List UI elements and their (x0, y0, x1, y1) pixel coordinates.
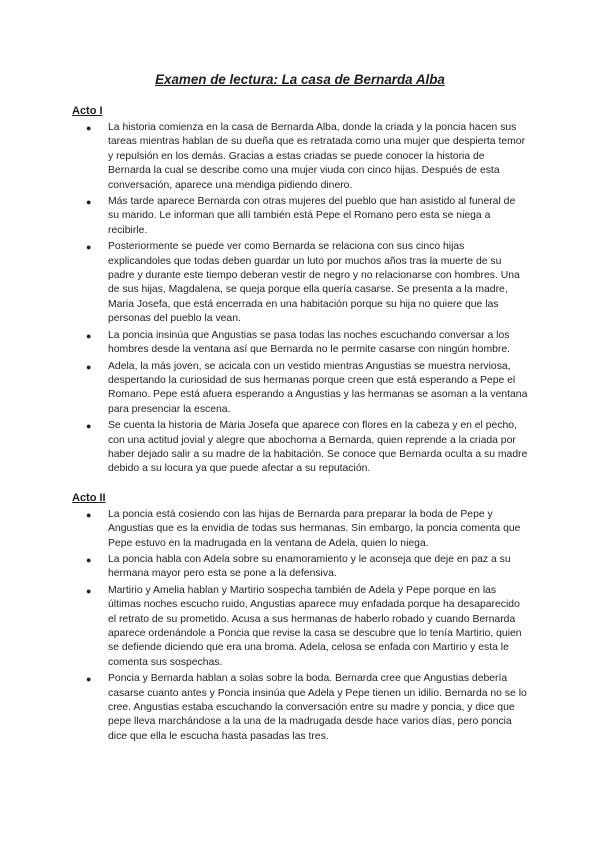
list-item-text: La poncia está cosiendo con las hijas de Bernarda para preparar la boda de Pepe y Angustias que es la envidia de todas sus hermanas. Sin embargo, la poncia comenta que Pepe estuvo en la madrugada en la ventana de Adela, quien lo niega. (108, 508, 521, 549)
document-title: Examen de lectura: La casa de Bernarda Alba (155, 72, 445, 87)
list-item (72, 584, 528, 670)
list-item-text: La poncia insinúa que Angustias se pasa todas las noches escuchando conversar a los hombres desde la ventana así que Bernarda no le permite casarse con ningún hombre. (108, 329, 511, 356)
list-item-text: La historia comienza en la casa de Bernarda Alba, donde la criada y la poncia hacen sus tareas mientras hablan de su dueña que es retratada como una mujer que despierta temor y repulsión en los demás. Gracias a estas criadas se puede conocer la historia de Bernarda la cual se describe como una mujer viuda con cinco hijas. Después de esta conversación, aparece una mendiga pidiendo dinero. (108, 122, 526, 191)
act-1-list (72, 121, 528, 477)
bullet-icon: ● (86, 421, 92, 432)
bullet-icon: ● (86, 554, 92, 565)
list-item-text: Adela, la más joven, se acicala con un vestido mientras Angustias se muestra nerviosa, despertando la curiosidad de sus hermanas porque creen que está esperando a Pepe el Romano. Pepe está afuera esperando a Angustias y las hermanas se asoman a la ventana para presenciar la escena. (108, 360, 528, 415)
list-item (72, 240, 528, 326)
list-item (72, 329, 528, 358)
bullet-icon: ● (86, 585, 92, 596)
act-2-section (72, 491, 528, 745)
list-item-text: Más tarde aparece Bernarda con otras mujeres del pueblo que han asistido al funeral de su marido. Le informan que allí también está Pepe el Romano pero esta se niega a recibirle. (108, 196, 516, 236)
list-item-text: Poncia y Bernarda hablan a solas sobre la boda. Bernarda cree que Angustias debería casarse cuanto antes y Poncia insinúa que Adela y Pepe tienen un idilio. Bernarda no se lo cree. Angustias estaba escuchando la conversación entre su madre y poncia, y dice que pepe lleva marchándose a la una de la madrugada desde hace varios días, pero poncia dice que ella le escucha hasta pasadas las tres. (108, 673, 527, 742)
bullet-icon: ● (86, 674, 92, 685)
list-item-text: Posteriormente se puede ver como Bernarda se relaciona con sus cinco hijas explicandoles que todas deben guardar un luto por muchos años tras la muerte de su padre y durante este tiempo deberan vestir de negro y no relacionarse con hombres. Una de sus hijas, Magdalena, se queja porque ella quería casarse. Se presenta a la madre, Maria Josefa, que está encerrada en una habitación porque su hija no quiere que las personas del pueblo la vean. (108, 241, 520, 325)
act-2-list (72, 508, 528, 745)
list-item-text: La poncia habla con Adela sobre su enamoramiento y le aconseja que deje en paz a su hermana mayor pero esta se pone a la defensiva. (108, 553, 511, 580)
bullet-icon: ● (86, 509, 92, 520)
list-item (72, 419, 528, 477)
list-item (72, 360, 528, 418)
bullet-icon: ● (86, 242, 92, 253)
list-item (72, 508, 528, 551)
bullet-icon: ● (86, 330, 92, 341)
list-item (72, 672, 528, 744)
bullet-icon: ● (86, 123, 92, 133)
list-item (72, 121, 528, 193)
bullet-icon: ● (86, 197, 92, 208)
list-item (72, 195, 528, 238)
list-item (72, 553, 528, 582)
act-1-section (72, 104, 528, 477)
act-1-heading: Acto I (72, 105, 103, 117)
list-item-text: Se cuenta la historia de Maria Josefa que aparece con flores en la cabeza y en el pecho, con una actitud jovial y alegre que abochorna a Bernarda, quien reprende a la criada por haber dejado salir a su madre de la habitación. Se conoce que Bernarda oculta a su madre debido a su locura ya que puede afectar a su reputación. (108, 420, 528, 475)
act-2-heading: Acto II (72, 491, 106, 504)
bullet-icon: ● (86, 361, 92, 372)
list-item-text: Martirio y Amelia hablan y Martirio sospecha también de Adela y Pepe porque en las últimas noches escucho ruido, Angustias aparece muy enfadada porque ha desaparecido el retrato de su prometido. Acusa a sus hermanas de haberlo robado y cuando Bernarda aparece ordenándole a Poncia que revise la casa se descubre que lo tenía Martirio, quien se defiende diciendo que era una broma. Adela, celosa se enfada con Martirio y esta le comenta sus sospechas. (108, 584, 522, 668)
